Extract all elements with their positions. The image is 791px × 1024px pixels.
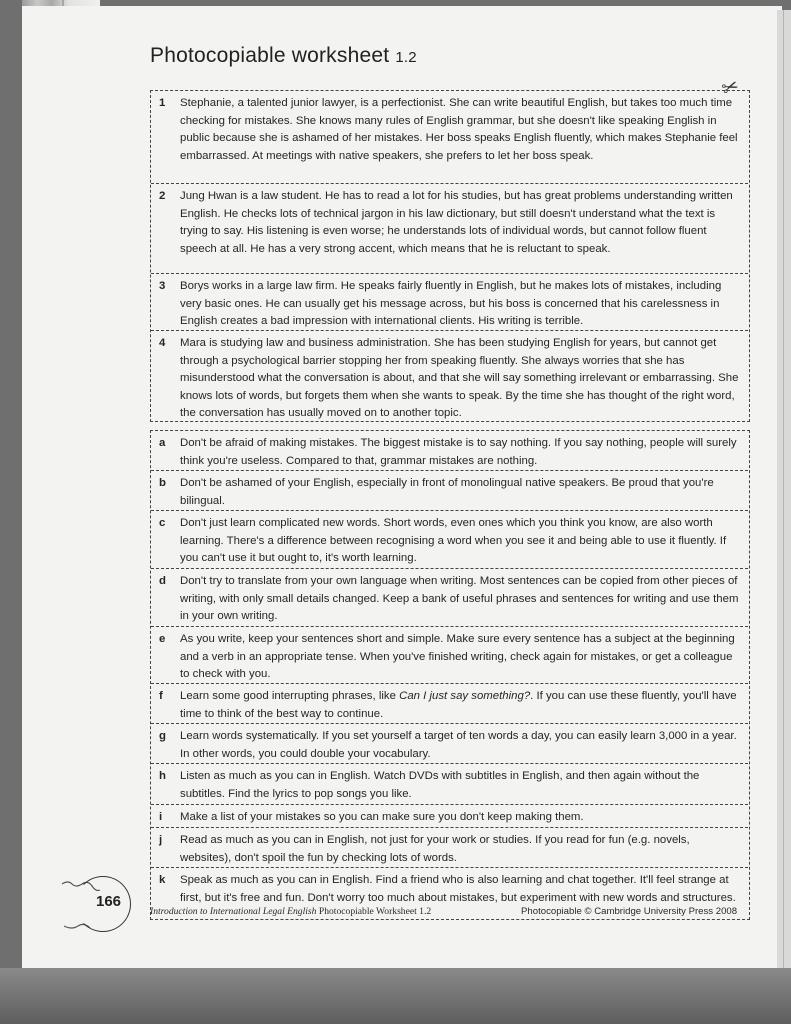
problem-row (151, 331, 748, 421)
tip-text: Listen as much as you can in English. Watch DVDs with subtitles in English, and then again without the subtitles. Find the lyrics to pop songs you like. (180, 770, 700, 800)
problem-row (151, 274, 748, 331)
tip-label: c (159, 517, 166, 529)
problem-row (151, 184, 748, 274)
tip-row (151, 724, 748, 764)
tip-row (151, 805, 748, 828)
title-number: 1.2 (395, 49, 417, 66)
problem-row (151, 91, 748, 184)
tip-row (151, 627, 748, 684)
tip-row (151, 764, 748, 805)
tip-text: Don't try to translate from your own language when writing. Most sentences can be copied from other pieces of writing, with only small details changed. Keep a bank of useful phrases and sentences for writing and use them in your own writing. (180, 575, 739, 622)
tip-text: Learn words systematically. If you set yourself a target of ten words a day, you can easily learn 3,000 in a year. In other words, you could double your vocabulary. (180, 730, 737, 760)
footer-copyright: Photocopiable © Cambridge University Press 2008 (521, 906, 738, 917)
tip-text-after: . If you can use these fluently, you'll have time to think of the best way to continue. (180, 690, 737, 720)
tip-row (151, 431, 748, 471)
tip-label: i (159, 811, 163, 823)
problem-label: 1 (159, 97, 166, 109)
tip-text: Don't just learn complicated new words. Short words, even ones which you think you know, are also worth learning. There's a difference between recognising a word when you see it and being able to use it fluently. If you can't use it but ought to, it's worth learning. (180, 517, 727, 564)
tip-label: e (159, 633, 166, 645)
page-edge (777, 10, 791, 970)
footer-worksheet-label: Photocopiable Worksheet 1.2 (318, 906, 432, 917)
problems-box (150, 90, 750, 422)
tip-text: As you write, keep your sentences short and simple. Make sure every sentence has a subject at the beginning and a verb in an appropriate tense. When you've finished writing, check again for mistakes, or get a colleague to check with you. (180, 633, 735, 680)
problem-label: 2 (159, 190, 166, 202)
tip-label: a (159, 437, 166, 449)
scissors-icon: ✂ (718, 74, 743, 102)
problem-label: 4 (159, 337, 166, 349)
tip-text (180, 688, 741, 723)
problem-text: Stephanie, a talented junior lawyer, is a perfectionist. She can write beautiful English, but takes too much time checking for mistakes. She knows many rules of English grammar, but she doesn't like speaking English in public because she is ashamed of her mistakes. Her boss speaks English fluently, which makes Stephanie feel embarrassed. At meetings with native speakers, she prefers to let her boss speak. (180, 97, 738, 162)
tip-text: Read as much as you can in English, not just for your work or studies. If you read for fun (e.g. novels, websites), don't spoil the fun by checking lots of words. (180, 834, 690, 864)
page-title (150, 44, 417, 68)
tip-row (151, 569, 748, 627)
tip-label: k (159, 874, 166, 886)
tip-label: h (159, 770, 166, 782)
tip-row (151, 511, 748, 569)
tip-text: Don't be ashamed of your English, especially in front of monolingual native speakers. Be proud that you're bilingual. (180, 477, 714, 507)
footer-book-title-italic: Introduction to International Legal English (150, 906, 317, 917)
problem-label: 3 (159, 280, 166, 292)
tip-row (151, 471, 748, 511)
bottom-shadow (0, 968, 791, 1024)
title-text: Photocopiable worksheet (150, 44, 390, 67)
tip-label: b (159, 477, 166, 489)
tip-text-before: Learn some good interrupting phrases, like (180, 690, 400, 702)
tip-label: d (159, 575, 166, 587)
tips-box (150, 430, 750, 920)
problem-text: Jung Hwan is a law student. He has to read a lot for his studies, but has great problems understanding written English. He checks lots of technical jargon in his law dictionary, but still doesn't understand what the text is trying to say. His listening is even worse; he understands lots of individual words, but cannot follow fluent speech at all. He has a very strong accent, which means that he is reluctant to speak. (180, 190, 733, 255)
tip-label: f (159, 690, 163, 702)
tip-text: Make a list of your mistakes so you can make sure you don't keep making them. (180, 811, 584, 823)
tip-text: Speak as much as you can in English. Find a friend who is also learning and chat together. It'll feel strange at first, but it's free and fun. Don't worry too much about mistakes, but experiment with new words and structures. (180, 874, 736, 904)
page-number: 166 (96, 893, 122, 910)
tip-row (151, 828, 748, 868)
tip-text: Don't be afraid of making mistakes. The biggest mistake is to say nothing. If you say nothing, people will surely think you're useless. Compared to that, grammar mistakes are nothing. (180, 437, 737, 467)
tip-label: g (159, 730, 166, 742)
tip-row (151, 684, 748, 724)
problem-text: Mara is studying law and business administration. She has been studying English for years, but cannot get through a psychological barrier stopping her from speaking fluently. She always worries that she has misunderstood what the conversation is about, and that she will say something irrelevant or embarrassing. She knows lots of words, but forgets them when she wants to speak. By the time she has thought of the right word, the conversation has usually moved on to another topic. (180, 337, 739, 419)
tip-text-italic: Can I just say something? (399, 690, 531, 702)
tip-label: j (159, 834, 163, 846)
footer-book-title (150, 906, 431, 917)
problem-text: Borys works in a large law firm. He speaks fairly fluently in English, but he makes lots of mistakes, including very basic ones. He can usually get his message across, but his boss is concerned that his carelessness in English creates a bad impression with international clients. His writing is terrible. (180, 280, 722, 327)
